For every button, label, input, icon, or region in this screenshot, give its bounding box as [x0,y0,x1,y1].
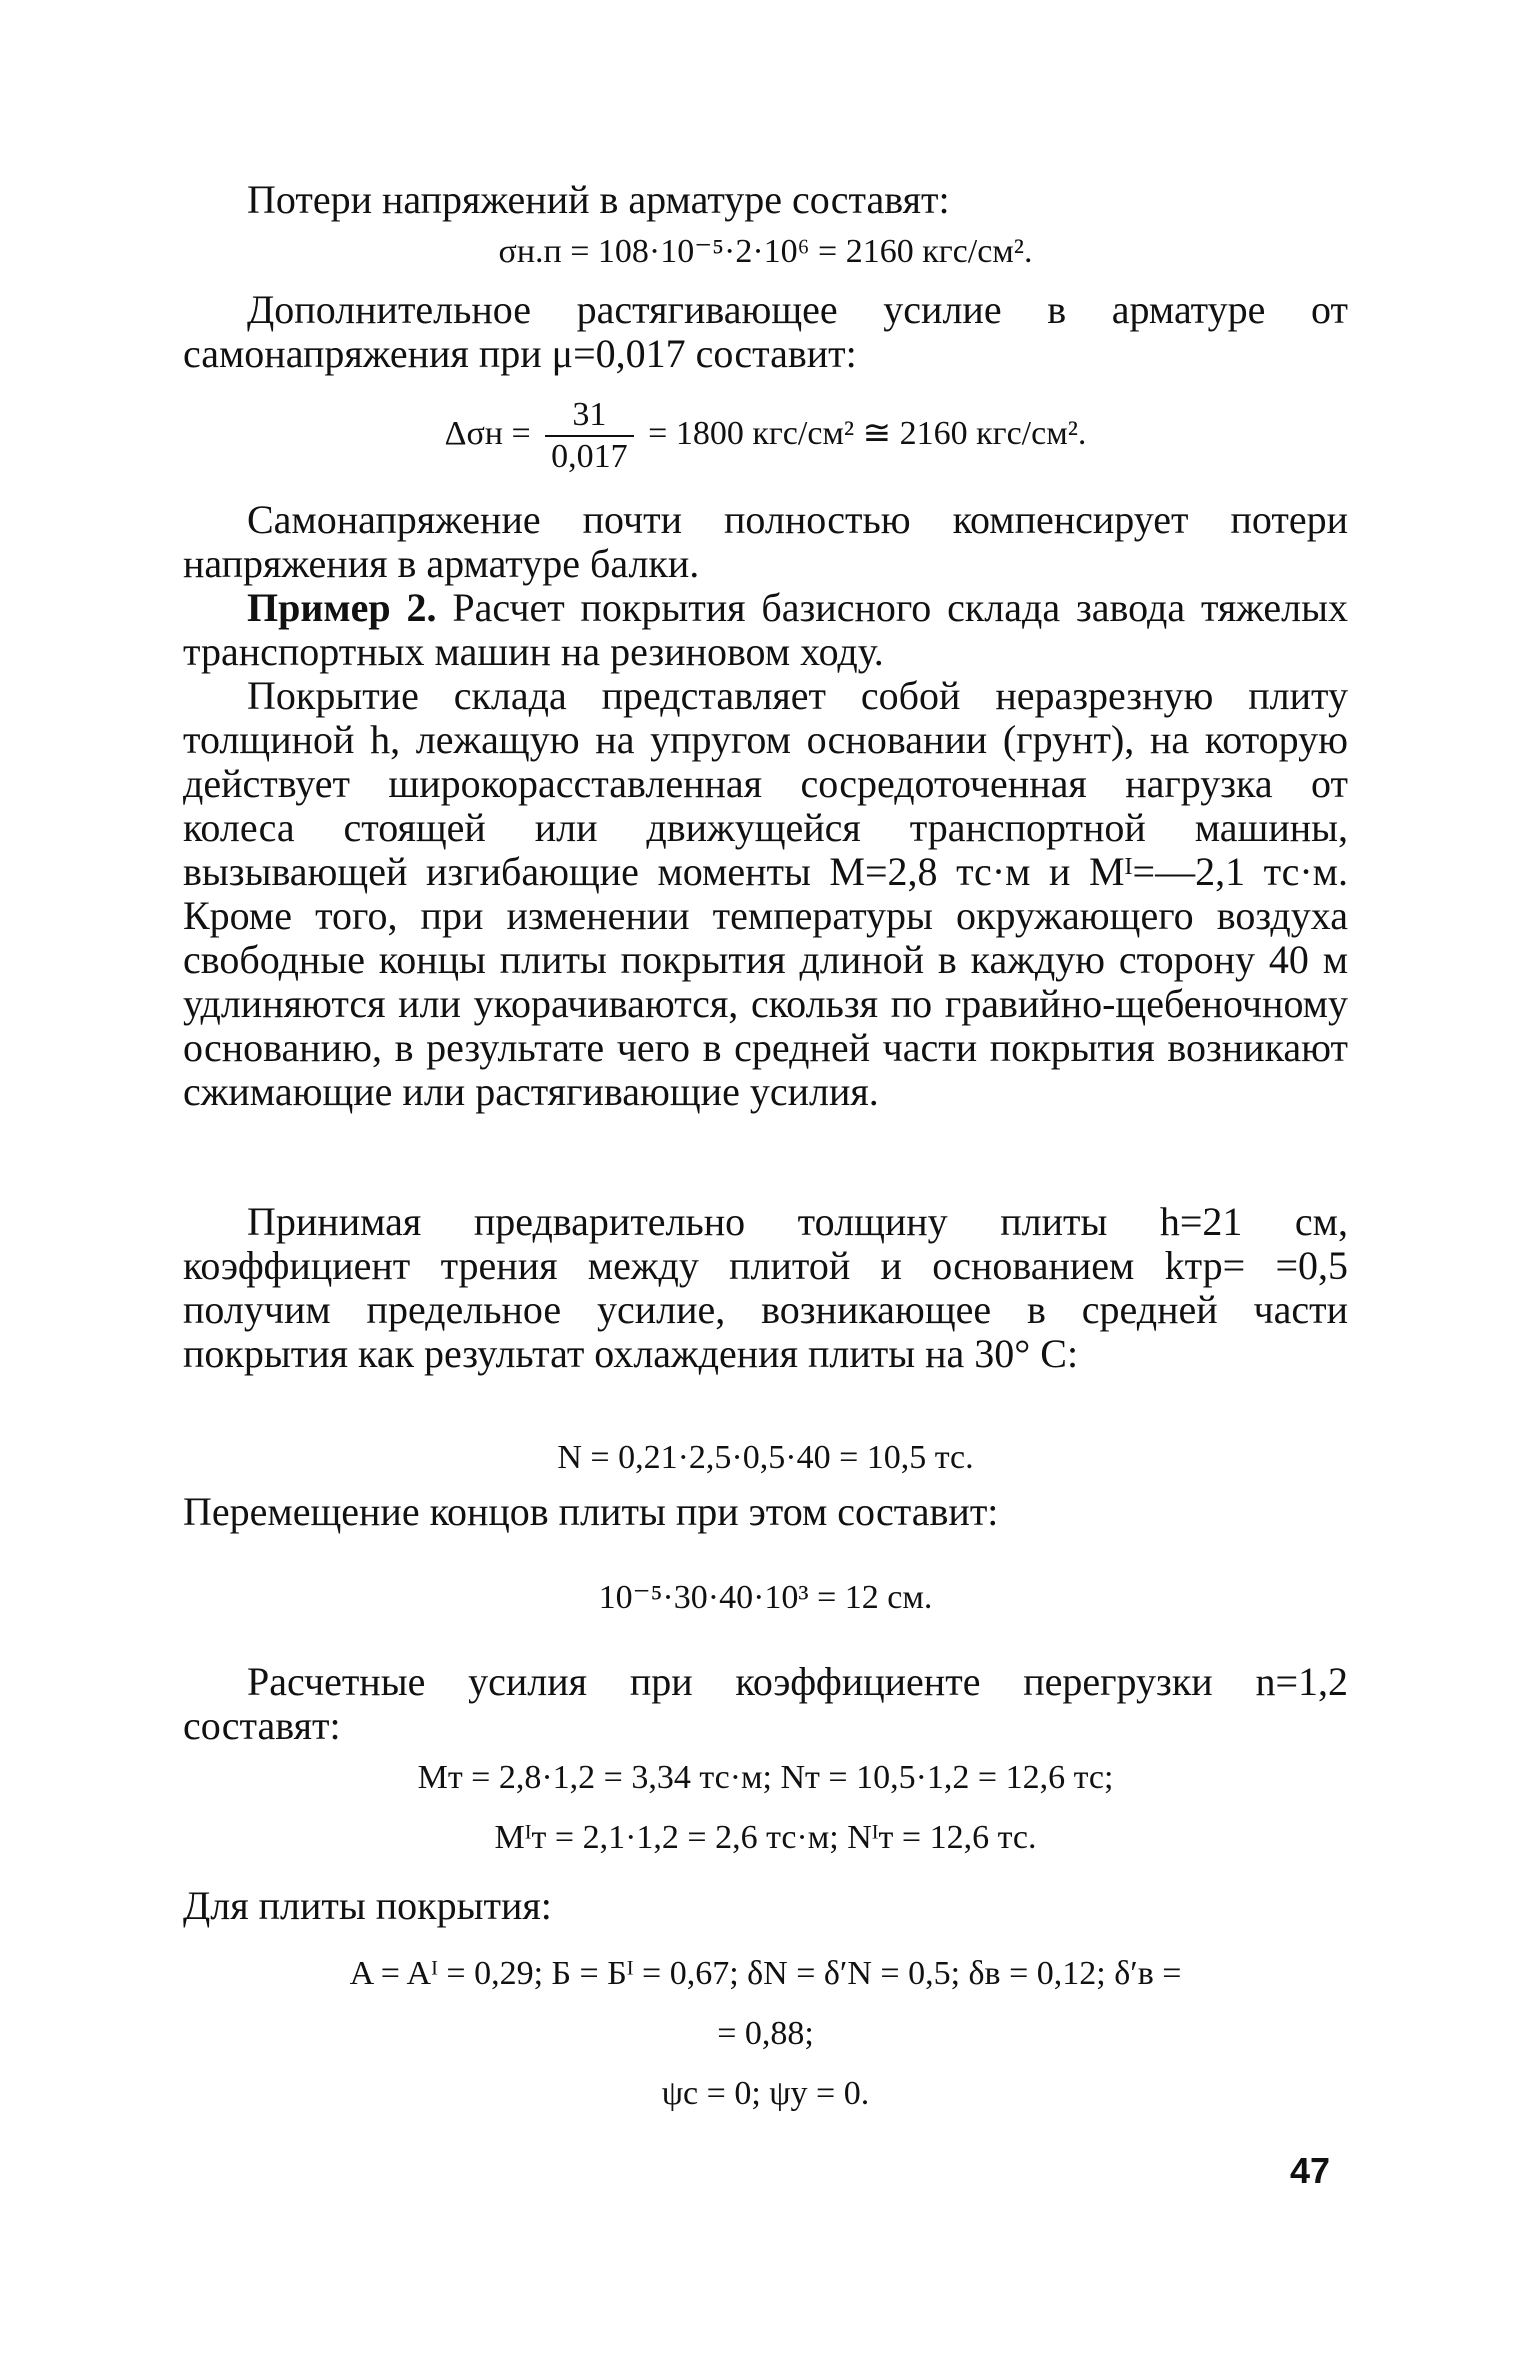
formula-design-forces-2: Mᴵт = 2,1·1,2 = 2,6 тс·м; Nᴵт = 12,6 тс. [494,1819,1037,1856]
fraction [545,395,634,477]
formula-delta-sigma [183,395,1348,477]
formula-coefficients-1: A = Aᴵ = 0,29; Б = Бᴵ = 0,67; δN = δ′N = 0,5; δв = 0,12; δ′в = [349,1955,1182,1992]
page-number: 47 [1290,2150,1331,2191]
formula-coefficients-2: = 0,88; [717,2015,814,2052]
paragraph-example-2 [183,586,1348,674]
paragraph-design-forces: Расчетные усилия при коэффициенте перегрузки n=1,2 составят: [183,1659,1348,1748]
formula-delta-sigma-rhs: = 1800 кгс/см² ≅ 2160 кгс/см². [648,414,1087,452]
paragraph-additional-force: Дополнительное растягивающее усилие в арматуре от самонапряжения при μ=0,017 составит: [183,287,1348,376]
paragraph-for-slab: Для плиты покрытия: [183,1883,552,1928]
formula-delta-sigma-lhs: Δσн = [444,414,531,452]
fraction-denominator: 0,017 [551,438,628,475]
formula-design-forces-1: Mт = 2,8·1,2 = 3,34 тс·м; Nт = 10,5·1,2 = 12,6 тс; [417,1759,1114,1796]
paragraph-coating-description: Покрытие склада представляет собой неразрезную плиту толщиной h, лежащую на упругом основании (грунт), на которую действует широкорасставленная сосредоточенная нагрузка от колеса стоящей или движущейся транспортной машины, вызывающей изгибающие моменты M=2,8 тс·м и Mᴵ=—2,1 тс·м. Кроме того, при изменении температуры окружающего воздуха свободные концы плиты покрытия длиной в каждую сторону 40 м удлиняются или укорачиваются, скользя по гравийно-щебеночному основанию, в результате чего в средней части покрытия возникают сжимающие или растягивающие усилия. [183,673,1348,1114]
paragraph-stress-losses: Потери напряжений в арматуре составят: [247,177,950,222]
paragraph-displacement: Перемещение концов плиты при этом составит: [183,1489,999,1534]
formula-limit-force: N = 0,21·2,5·0,5·40 = 10,5 тс. [557,1439,974,1476]
formula-stress-loss: σн.п = 108·10⁻⁵·2·10⁶ = 2160 кгс/см². [498,233,1033,270]
paragraph-slab-thickness: Принимая предварительно толщину плиты h=21 см, коэффициент трения между плитой и основанием kтр= =0,5 получим предельное усилие, возникающее в средней части покрытия как результат охлаждения плиты на 30° С: [183,1199,1348,1376]
fraction-numerator: 31 [545,395,634,437]
formula-displacement: 10⁻⁵·30·40·10³ = 12 см. [598,1579,933,1616]
formula-psi: ψс = 0; ψу = 0. [661,2075,870,2112]
example-text: Расчет покрытия базисного склада завода тяжелых транспортных машин на резиновом ходу. [183,585,1348,674]
example-label: Пример 2. [247,585,437,630]
paragraph-self-stress: Самонапряжение почти полностью компенсирует потери напряжения в арматуре балки. [183,497,1348,586]
